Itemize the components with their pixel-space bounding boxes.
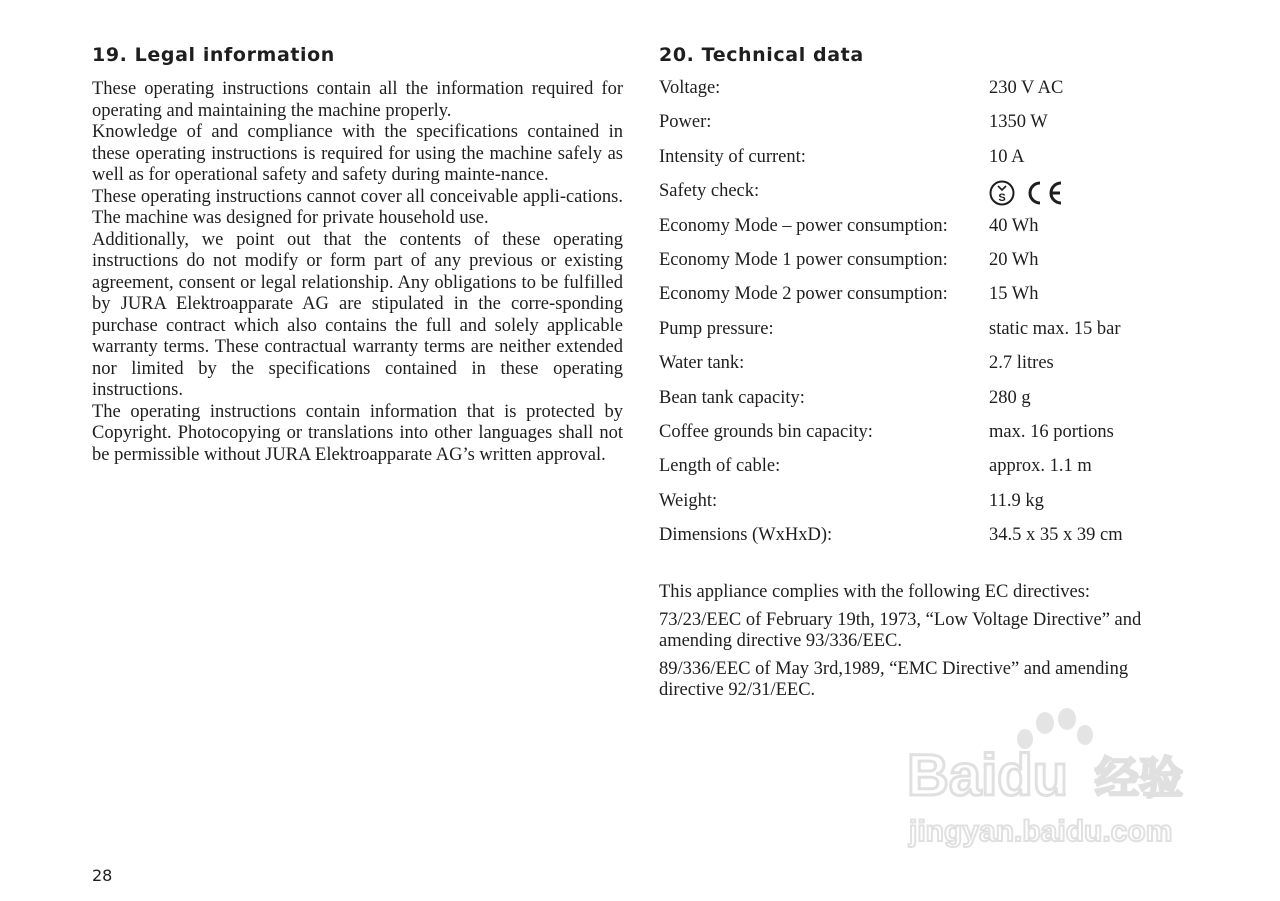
spec-value: 280 g [989, 387, 1031, 408]
legal-text [92, 79, 623, 466]
technical-heading: 20. Technical data [659, 44, 864, 66]
baidu-jingyan-watermark [905, 705, 1205, 855]
spec-label: Pump pressure: [659, 318, 774, 339]
legal-paragraph: Knowledge of and compliance with the specifications contained in these operating instructions is required for using the machine safely as well as for operational safety and safety during mainte-nance. [92, 122, 623, 185]
spec-value: 40 Wh [989, 215, 1039, 236]
spec-value: 11.9 kg [989, 490, 1044, 511]
page-number: 28 [92, 866, 113, 885]
spec-value: static max. 15 bar [989, 318, 1121, 339]
spec-value: 34.5 x 35 x 39 cm [989, 525, 1123, 546]
spec-label: Weight: [659, 490, 718, 511]
legal-heading: 19. Legal information [92, 44, 335, 66]
ec-directive: 73/23/EEC of February 19th, 1973, “Low Voltage Directive” and amending directive 93/336/EEC. [659, 609, 1142, 651]
spec-label: Economy Mode 2 power consumption: [659, 284, 948, 305]
watermark-url: jingyan.baidu.com [909, 815, 1173, 848]
spec-label: Water tank: [659, 353, 745, 374]
spec-value: 10 A [989, 146, 1025, 167]
spec-label: Power: [659, 112, 712, 133]
spec-label: Dimensions (WxHxD): [659, 525, 833, 546]
spec-value: max. 16 portions [989, 421, 1114, 442]
spec-label: Economy Mode – power consumption: [659, 215, 948, 236]
legal-paragraph: These operating instructions cannot cover all conceivable appli-cations. The machine was designed for private household use. [92, 186, 623, 228]
spec-label: Intensity of current: [659, 146, 806, 167]
spec-label: Safety check: [659, 181, 760, 202]
legal-paragraph: Additionally, we point out that the contents of these operating instructions do not modify or form part of any previous or existing agreement, consent or legal relationship. Any obligations to be fulfilled by JURA Elektroapparate AG are stipulated in the corre-sponding purchase contract which also contains the full and solely applicable warranty terms. These contractual warranty terms are neither extended nor limited by the specifications contained in these operating instructions. [92, 229, 623, 400]
svg-text:S: S [998, 192, 1006, 205]
ec-intro: This appliance complies with the following EC directives: [659, 582, 1091, 602]
watermark-chinese: 经验 [1095, 753, 1183, 804]
ec-directive: 89/336/EEC of May 3rd,1989, “EMC Directive” and amending directive 92/31/EEC. [659, 658, 1129, 700]
safety-marks [989, 179, 1065, 207]
spec-value: approx. 1.1 m [989, 456, 1092, 477]
ce-mark-icon [1021, 179, 1065, 207]
legal-paragraph: The operating instructions contain information that is protected by Copyright. Photocopying or translations into other languages shall not be permissible without JURA Elektroapparate AG’s written approval. [92, 401, 623, 465]
spec-label: Coffee grounds bin capacity: [659, 421, 873, 442]
ec-directives [659, 582, 1189, 708]
swiss-safety-mark-icon [989, 179, 1015, 207]
spec-label: Voltage: [659, 78, 721, 98]
spec-value: 15 Wh [989, 284, 1039, 305]
spec-value: 1350 W [989, 112, 1048, 133]
spec-label: Bean tank capacity: [659, 387, 805, 408]
spec-value: 20 Wh [989, 249, 1039, 270]
watermark-brand: Baidu [907, 743, 1069, 808]
spec-value: 2.7 litres [989, 353, 1054, 374]
legal-paragraph: These operating instructions contain all the information required for operating and maintaining the machine properly. [92, 79, 623, 121]
spec-value: 230 V AC [989, 78, 1064, 98]
spec-label: Economy Mode 1 power consumption: [659, 249, 948, 270]
spec-label: Length of cable: [659, 456, 781, 477]
